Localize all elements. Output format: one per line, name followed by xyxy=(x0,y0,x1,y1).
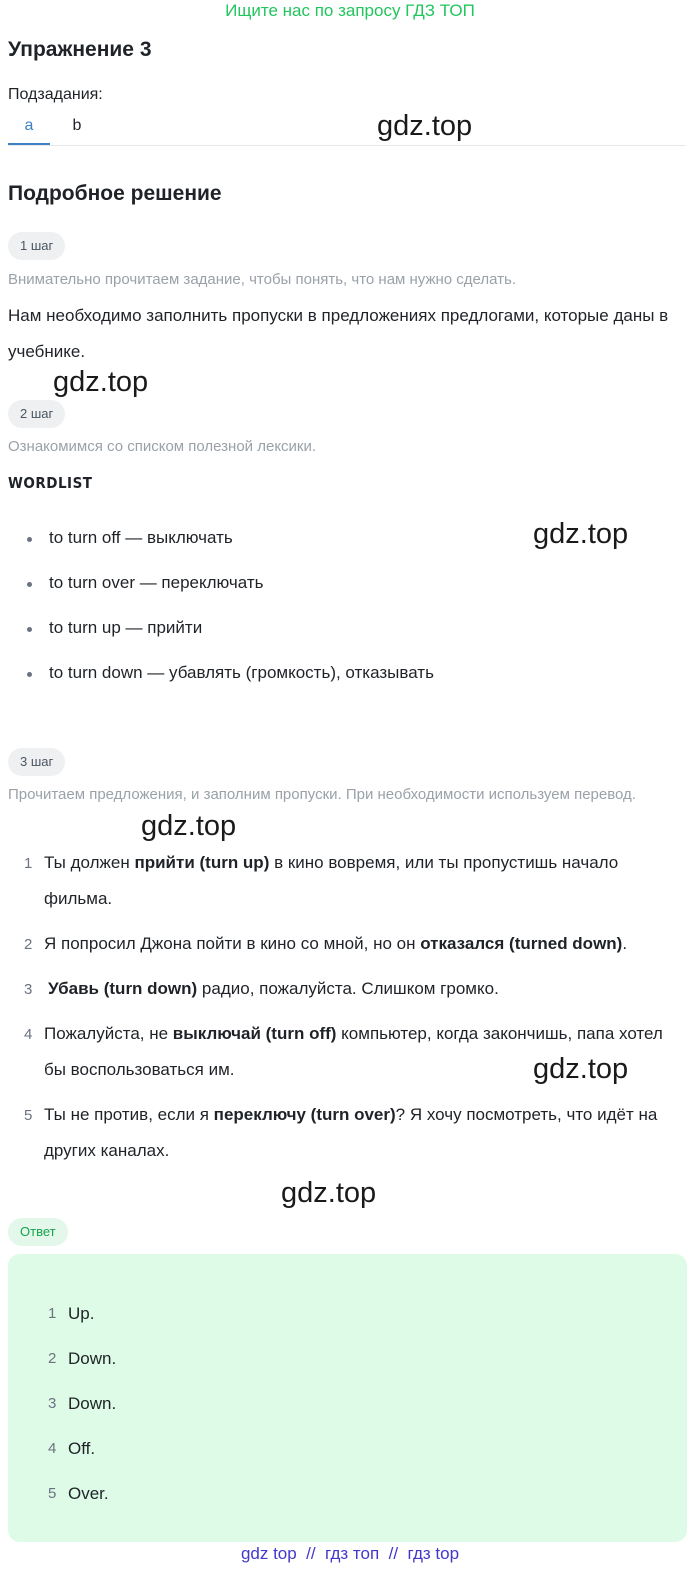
page-title: Упражнение 3 xyxy=(8,38,152,61)
sentence: Я попросил Джона пойти в кино со мной, но он отказался (turned down). xyxy=(44,934,628,953)
subtasks-label: Подзадания: xyxy=(8,86,103,103)
tabs-divider xyxy=(8,145,686,146)
step-badge: 1 шаг xyxy=(8,232,65,260)
wordlist-item: to turn up — прийти xyxy=(49,618,203,637)
step-text: Нам необходимо заполнить пропуски в предложениях предлогами, которые даны в учебнике. xyxy=(8,306,669,361)
step-description: Внимательно прочитаем задание, чтобы понять, что нам нужно сделать. xyxy=(8,271,517,288)
step-description: Прочитаем предложения, и заполним пропуски. При необходимости используем перевод. xyxy=(8,786,636,803)
answer-item: Down. xyxy=(68,1349,117,1368)
list-bullet xyxy=(27,582,32,587)
watermark: gdz.top xyxy=(533,1053,629,1085)
watermark: gdz.top xyxy=(377,110,473,142)
answer-item: Off. xyxy=(68,1439,96,1458)
section-title: Подробное решение xyxy=(8,182,222,205)
step-badge: 3 шаг xyxy=(8,748,65,776)
watermark: gdz.top xyxy=(53,366,149,398)
answer-item: Down. xyxy=(68,1394,117,1413)
answer-number: 2 xyxy=(48,1350,57,1367)
watermark: gdz.top xyxy=(533,518,629,550)
watermark: gdz.top xyxy=(281,1177,377,1209)
step-description: Ознакомимся со списком полезной лексики. xyxy=(8,438,317,455)
wordlist-item: to turn over — переключать xyxy=(49,573,264,592)
tab-subtask-a[interactable]: a xyxy=(24,117,34,134)
sentence: Ты не против, если я переключу (turn over)? Я хочу посмотреть, что идёт на других каналах. xyxy=(44,1105,658,1160)
list-bullet xyxy=(27,672,32,677)
answer-badge: Ответ xyxy=(8,1218,68,1246)
answer-item: Over. xyxy=(68,1484,109,1503)
sentence-number: 4 xyxy=(24,1026,33,1043)
list-bullet xyxy=(27,537,32,542)
answer-number: 4 xyxy=(48,1440,57,1457)
wordlist-item: to turn off — выключать xyxy=(49,528,233,547)
answer-number: 3 xyxy=(48,1395,57,1412)
sentence: Пожалуйста, не выключай (turn off) компьютер, когда закончишь, папа хотел бы воспользоваться им. xyxy=(44,1024,663,1079)
answer-number: 5 xyxy=(48,1485,57,1502)
step-badge: 2 шаг xyxy=(8,400,65,428)
footer-links[interactable]: gdz top // гдз топ // гдз top xyxy=(240,1544,460,1563)
wordlist-heading: WORDLIST xyxy=(8,474,93,492)
sentence-number: 5 xyxy=(24,1107,33,1124)
answer-number: 1 xyxy=(48,1305,57,1322)
sentence-number: 2 xyxy=(24,936,33,953)
wordlist-item: to turn down — убавлять (громкость), отказывать xyxy=(49,663,434,682)
answer-item: Up. xyxy=(68,1304,95,1323)
sentence: Убавь (turn down) радио, пожалуйста. Слишком громко. xyxy=(48,979,499,998)
sentence: Ты должен прийти (turn up) в кино вовремя, или ты пропустишь начало фильма. xyxy=(44,853,619,908)
tab-subtask-b[interactable]: b xyxy=(72,117,82,134)
sentence-number: 3 xyxy=(24,981,33,998)
list-bullet xyxy=(27,627,32,632)
promo-banner[interactable]: Ищите нас по запросу ГДЗ ТОП xyxy=(225,1,475,20)
sentence-number: 1 xyxy=(24,855,33,872)
watermark: gdz.top xyxy=(141,810,237,842)
